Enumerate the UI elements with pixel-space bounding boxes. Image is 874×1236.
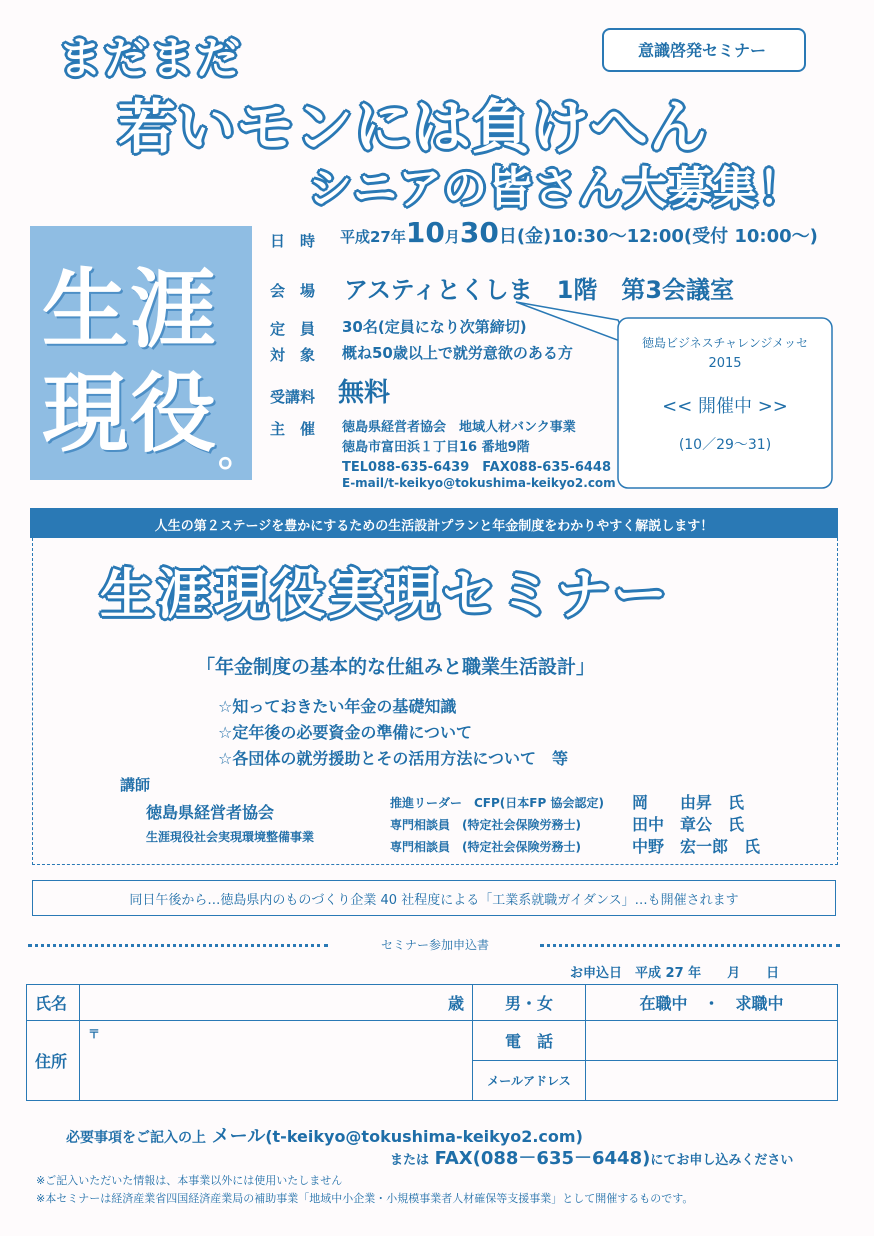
date-label: 日 時 <box>270 232 316 250</box>
bullet-3: ☆各団体の就労援助とその活用方法について 等 <box>218 749 569 768</box>
form-title: セミナー参加申込書 <box>380 938 489 952</box>
apply-email-address[interactable]: (t-keikyo@tokushima-keikyo2.com) <box>265 1127 583 1146</box>
lecturer-label: 講師 <box>120 776 151 794</box>
application-date: お申込日 平成 27 年 月 日 <box>570 966 780 981</box>
phone-field[interactable] <box>586 1021 838 1061</box>
lecturer-name-3: 中野 宏一郎 氏 <box>632 837 761 856</box>
name-label: 氏名 <box>27 985 80 1021</box>
lecturer-org: 徳島県経営者協会 <box>146 803 275 822</box>
callout-pointer <box>516 302 628 344</box>
capacity-value: 30名(定員になり次第締切) <box>342 318 527 336</box>
lecturer-name-1: 岡 由昇 氏 <box>632 793 745 812</box>
banner-text: 人生の第２ステージを豊かにするための生活設計プランと年金制度をわかりやすく解説します！ <box>154 519 714 534</box>
host-line-1: 徳島県経営者協会 地域人材バンク事業 <box>342 420 576 435</box>
date-prefix: 平成27年 <box>340 228 406 246</box>
application-form <box>26 984 838 1101</box>
callout-line2: 2015 <box>708 356 742 371</box>
logo-dot: 。 <box>218 429 258 475</box>
lecturer-role-1: 推進リーダー CFP(日本FP 協会認定) <box>390 796 604 810</box>
form-divider-right <box>540 944 840 947</box>
headline-line2: 若いモンには負けへん <box>118 93 709 161</box>
age-field[interactable] <box>366 985 473 1021</box>
date-month-unit: 月 <box>444 228 460 246</box>
afternoon-notice-text: 同日午後から…徳島県内のものづくり企業 40 社程度による「工業系就職ガイダンス」…も開催されます <box>129 893 739 908</box>
address-field[interactable] <box>80 1021 473 1101</box>
employment-status-field[interactable]: 在職中 ・ 求職中 <box>586 985 838 1021</box>
host-line-2: 徳島市富田浜１丁目16 番地9階 <box>342 440 530 455</box>
shougai-geneki-logo <box>30 226 258 480</box>
callout-line3: << 開催中 >> <box>662 396 788 417</box>
apply-email-prefix: 必要事項をご記入の上 <box>66 1130 206 1146</box>
headline-line1: まだまだ <box>58 33 242 84</box>
fee-value: 無料 <box>338 378 391 408</box>
lecturer-role-3: 専門相談員 (特定社会保険労務士) <box>390 840 581 854</box>
target-value: 概ね50歳以上で就労意欲のある方 <box>342 344 573 362</box>
bullet-1: ☆知っておきたい年金の基礎知識 <box>218 697 457 716</box>
venue-value: アスティとくしま 1階 第3会議室 <box>344 276 735 304</box>
venue-label: 会 場 <box>270 282 316 300</box>
date-month: 10 <box>405 216 445 249</box>
age-label: 歳 <box>447 994 464 1013</box>
callout-line4: (10／29〜31) <box>678 437 772 453</box>
lecturer-sub: 生涯現役社会実現環境整備事業 <box>146 830 315 844</box>
postal-mark: 〒 <box>88 1027 101 1041</box>
host-line-4: E-mail/t-keikyo@tokushima-keikyo2.com <box>342 476 616 490</box>
subsidy-note: ※本セミナーは経済産業省四国経済産業局の補助事業「地域中小企業・小規模事業者人材確保等支援事業」として開催するものです。 <box>36 1192 694 1205</box>
fee-label: 受講料 <box>270 388 316 406</box>
date-day: 30 <box>459 216 499 249</box>
apply-by-fax <box>390 1144 793 1170</box>
seminar-subtitle: 「年金制度の基本的な仕組みと職業生活設計」 <box>196 656 596 678</box>
seminar-type-label: 意識啓発セミナー <box>637 41 766 60</box>
host-line-3: TEL088-635-6439 FAX088-635-6448 <box>342 460 611 475</box>
capacity-label: 定 員 <box>270 320 316 338</box>
logo-row2: 現役 <box>42 364 218 464</box>
address-label: 住所 <box>27 1021 80 1101</box>
lecturer-role-2: 専門相談員 (特定社会保険労務士) <box>390 818 581 832</box>
apply-fax-prefix: または <box>390 1153 430 1168</box>
host-label: 主 催 <box>270 420 316 438</box>
form-divider-left <box>28 944 328 947</box>
target-label: 対 象 <box>270 346 316 364</box>
logo-row1: 生涯 <box>42 260 218 360</box>
email-label: メールアドレス <box>473 1061 586 1101</box>
headline-line3: シニアの皆さん大募集！ <box>308 163 803 214</box>
seminar-title: 生涯現役実現セミナー <box>100 563 670 626</box>
apply-fax-suffix: にてお申し込みください <box>650 1153 794 1168</box>
email-field[interactable] <box>586 1061 838 1101</box>
apply-fax-number: FAX(088－635－6448) <box>434 1148 651 1169</box>
callout-line1: 徳島ビジネスチャレンジメッセ <box>641 336 809 350</box>
name-field[interactable] <box>80 985 367 1021</box>
lecturer-name-2: 田中 章公 氏 <box>632 815 745 834</box>
bullet-2: ☆定年後の必要資金の準備について <box>218 723 473 742</box>
privacy-note: ※ご記入いただいた情報は、本事業以外には使用いたしません <box>36 1174 343 1187</box>
date-value <box>340 216 818 249</box>
phone-label: 電 話 <box>473 1021 586 1061</box>
gender-field[interactable]: 男・女 <box>473 985 586 1021</box>
date-suffix: 日(金)10:30〜12:00(受付 10:00〜) <box>498 226 818 247</box>
apply-email-label: メール <box>211 1126 266 1147</box>
